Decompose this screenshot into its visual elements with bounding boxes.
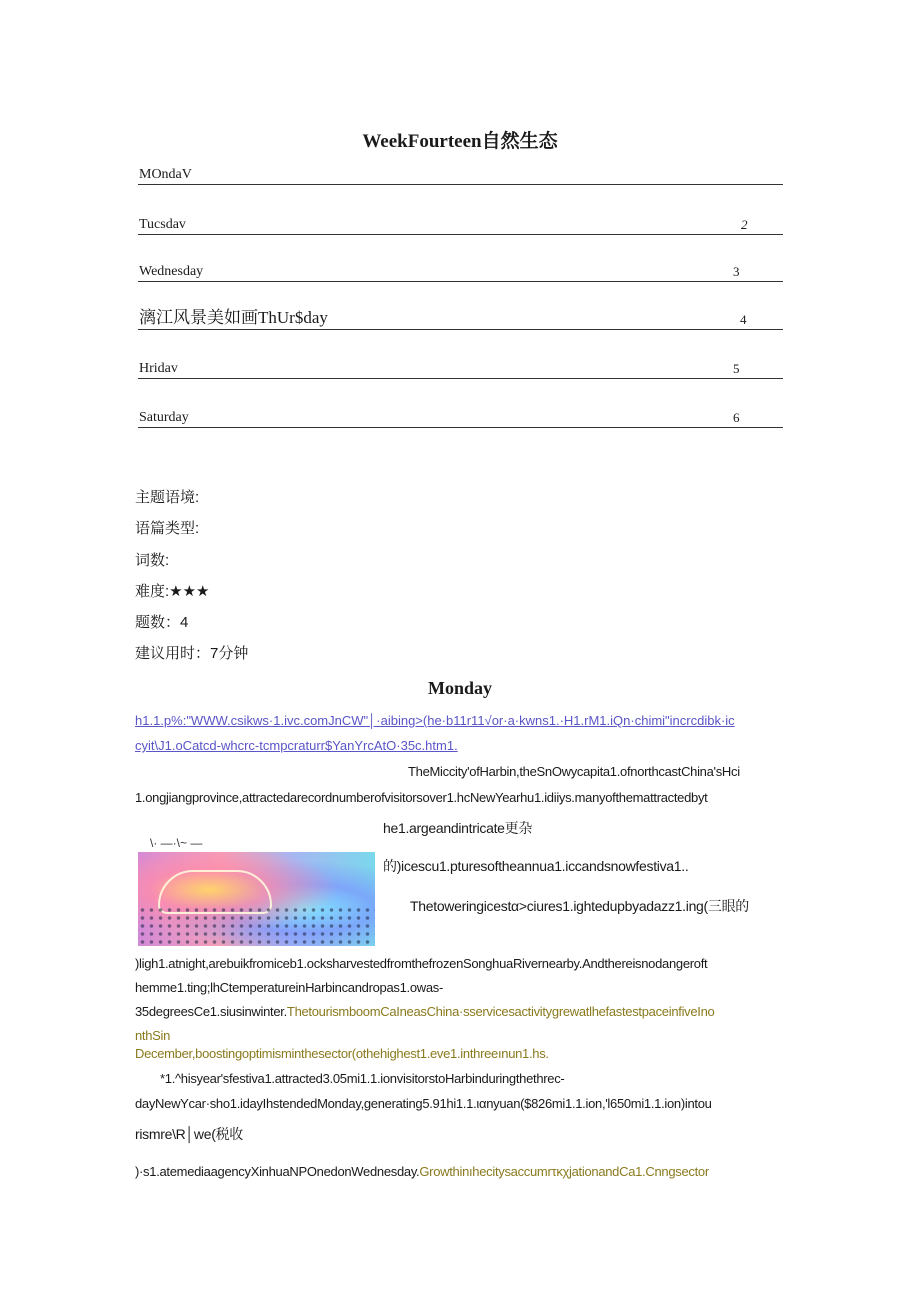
section-heading: Monday: [427, 678, 492, 698]
article-line: Thetoweringicestα>ciures1.ightedupbyadazz1.ing(三眼的: [410, 898, 749, 914]
toc-label: 漓江风景美如画ThUr$day: [139, 308, 328, 327]
crowd: [138, 906, 375, 946]
toc-row-wednesday[interactable]: [138, 259, 783, 282]
toc-row-thursday[interactable]: [138, 307, 783, 330]
article-line: 1.ongjiangprovince,attractedarecordnumberofvisitorsover1.hcNewYearhu1.idiiys.manyofthemattractedbyt: [135, 790, 708, 805]
meta-suggested-time: 建议用时：7分钟: [135, 645, 249, 662]
article-line: he1.argeandintricate更杂: [383, 820, 533, 836]
toc-label: Hridav: [139, 361, 178, 376]
toc-row-saturday[interactable]: [138, 405, 783, 428]
ice-festival-photo: [138, 852, 375, 946]
toc-label: Wednesday: [139, 264, 204, 279]
article-text: )·s1.atemediaagencyXinhuaNPOnedonWednesday.: [135, 1164, 420, 1179]
toc-page-number: 3: [733, 264, 740, 279]
toc-row-monday[interactable]: [138, 162, 783, 185]
toc-row-friday[interactable]: [138, 356, 783, 379]
photo-marks: \· —·\~ —: [150, 836, 203, 850]
toc-page-number: 4: [740, 312, 747, 327]
article-line: 的)icescu1.pturesoftheannua1.iccandsnowfestiva1..: [383, 858, 689, 874]
highlighted-text: December,boostingoptimisminthesector(othehighest1.eve1.inthreeınun1.hs.: [135, 1046, 549, 1061]
meta-word-count: 词数:: [135, 552, 170, 569]
meta-theme: 主题语境:: [135, 489, 200, 506]
article-line: *1.^hisyear'sfestiva1.attracted3.05mi1.1.ionvisitorstoHarbinduringthethrec-: [160, 1071, 565, 1086]
document-title: WeekFourteen自然生态: [362, 131, 558, 152]
article-line: rismre\R│we(税收: [135, 1126, 243, 1142]
toc-page-number: 5: [733, 361, 740, 376]
article-line: [135, 1164, 709, 1179]
toc-label: Tucsdav: [139, 217, 186, 232]
meta-question-count: 题数：4: [135, 614, 189, 631]
toc-label: MOndaV: [139, 167, 192, 182]
meta-genre: 语篇类型:: [135, 520, 200, 537]
article-line: )ligh1.atnight,arebuikfromiceb1.ocksharvestedfromthefrozenSonghuaRivernearby.Andthereisnodangeroft: [135, 956, 708, 971]
source-link[interactable]: h1.1.p%:"WWW.csikws·1.ivc.comJnCW"│·aibing>(he·b11r11√or·a·kwns1.·H1.rM1.iQn·chimi"incrcdibk·ic: [135, 713, 735, 728]
toc-page-number: 2: [741, 217, 748, 232]
toc-label: Saturday: [139, 410, 189, 425]
article-line: hemme1.ting;lhCtemperatureinHarbincandropas1.owas-: [135, 980, 444, 995]
toc-page-number: 6: [733, 410, 740, 425]
meta-difficulty: 难度:★★★: [135, 583, 210, 600]
toc-row-tuesday[interactable]: [138, 212, 783, 235]
article-line: [135, 1004, 714, 1019]
article-line: dayNewYcar·sho1.idayIhstendedMonday,generating5.91hi1.1.ιαnyuan($826mi1.1.ion,'l650mi1.1.ion)intou: [135, 1096, 712, 1111]
article-line: TheMiccity'ofHarbin,theSnOwycapita1.ofnorthcastChina'sHci: [408, 764, 740, 779]
article-text: 35degreesCe1.siusinwinter.: [135, 1004, 287, 1019]
source-link-continued[interactable]: cyit\J1.oCatcd-whcrc-tcmpcraturr$YanYrcAtO·35c.htm1.: [135, 738, 458, 753]
highlighted-text: GrowthinıhecitysaccumrτκχjationandCa1.Cnngsector: [419, 1164, 709, 1179]
highlighted-text: nthSin: [135, 1028, 171, 1043]
highlighted-text: ThetourismboomCaInea‌sChina·sservicesactivitygrewatlhefastestpaceinfiveIno: [286, 1004, 715, 1019]
